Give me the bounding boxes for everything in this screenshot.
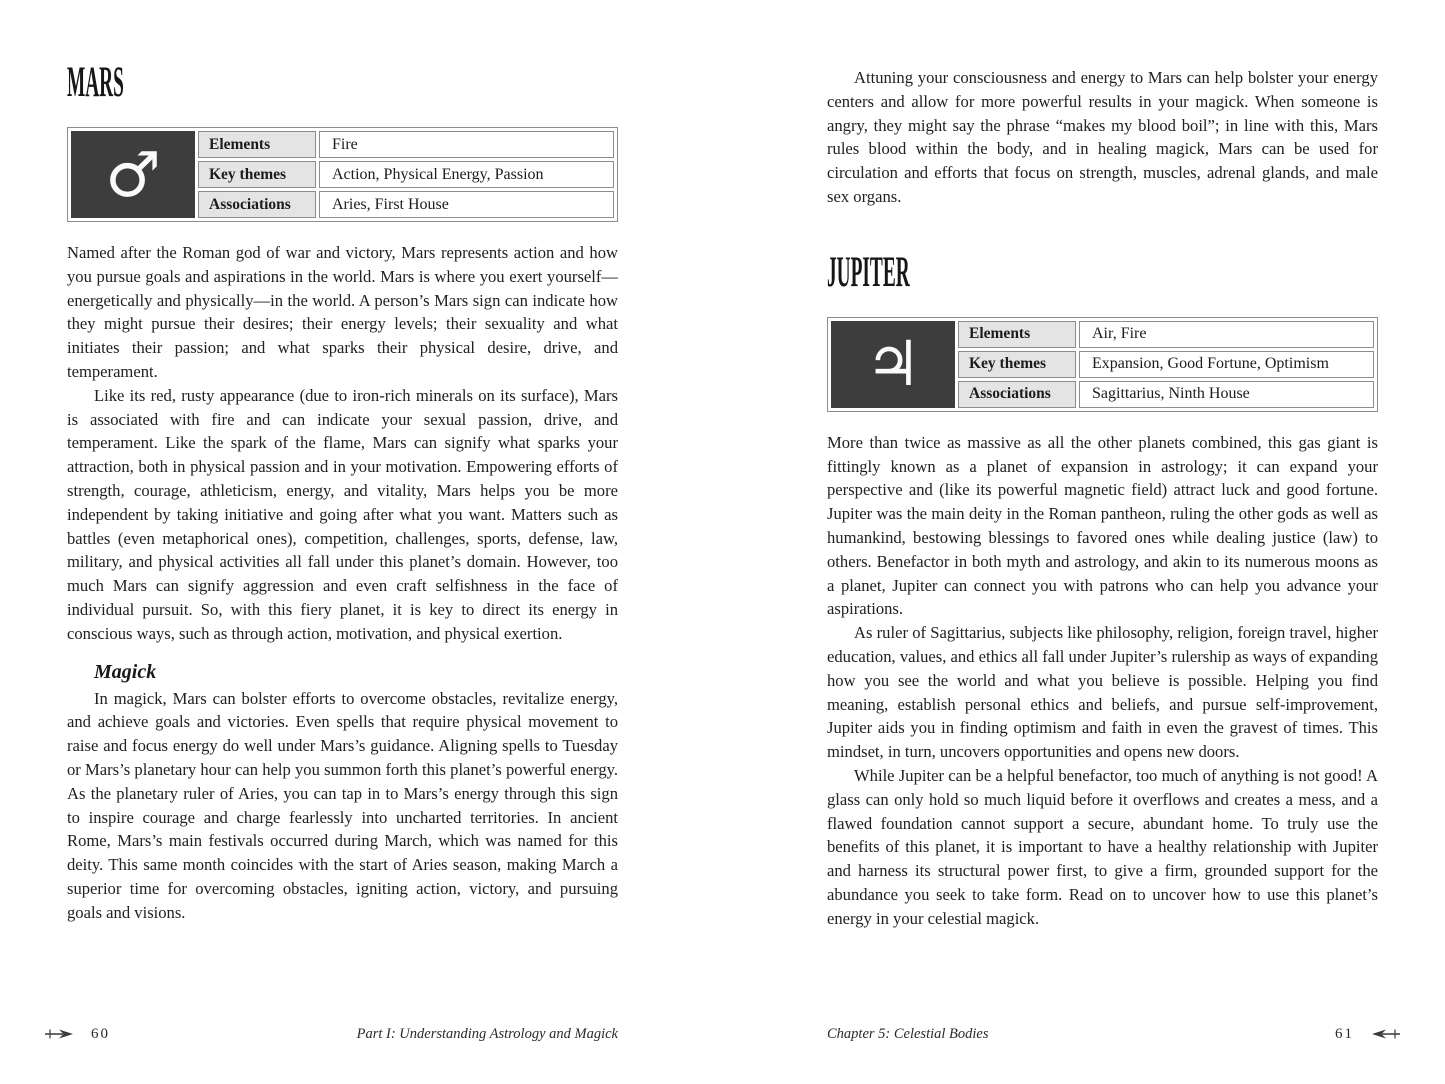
mars-title-text: MARS [67, 59, 124, 107]
jupiter-paragraph-2: As ruler of Sagittarius, subjects like philosophy, religion, foreign travel, higher education, values, and ethics all fall under Jupiter’s rulership as ways of expanding how you see the world and what you believe is possible. Helping you find meaning, establish personal ethics and beliefs, and pursue self-improvement, Jupiter aids you in finding optimism and faith in even the gravest of times. This mindset, in turn, uncovers opportunities and opens new doors. [827, 623, 1378, 762]
jupiter-table-label-elements: Elements [958, 321, 1076, 348]
mars-glyph: ♂ [105, 137, 161, 211]
left-page-footer [45, 1024, 618, 1044]
mars-table-label-key-themes: Key themes [198, 161, 316, 188]
mars-info-table [67, 127, 618, 222]
jupiter-table-value-key-themes: Expansion, Good Fortune, Optimism [1079, 351, 1374, 378]
right-page [827, 66, 1378, 931]
page-title-jupiter [827, 248, 1378, 296]
mars-paragraph-2: Like its red, rusty appearance (due to iron-rich minerals on its surface), Mars is associated with fire and can indicate your sexual passion, drive, and temperament. Like the spark of the flame, Mars can signify what sparks your attraction, both in physical passion and in your motivation. Empowering efforts of strength, courage, athleticism, energy, and vitality, Mars helps you be more independent by taking initiative and going after what you want. Matters such as battles (even metaphorical ones), competition, challenges, sports, defense, law, military, and physical activities all fall under this planet’s domain. However, too much Mars can signify aggression and even craft selfishness in the face of individual pursuit. So, with this fiery planet, it is key to direct its energy in conscious ways, such as through action, motivation, and physical exertion. [67, 385, 618, 643]
part-title-running-footer: Part I: Understanding Astrology and Magick [356, 1025, 618, 1042]
right-page-number: 61 [1335, 1025, 1354, 1042]
jupiter-table-label-associations: Associations [958, 381, 1076, 408]
jupiter-table-label-key-themes: Key themes [958, 351, 1076, 378]
jupiter-table-value-associations: Sagittarius, Ninth House [1079, 381, 1374, 408]
jupiter-glyph: ♃ [865, 327, 921, 401]
mars-table-label-associations: Associations [198, 191, 316, 218]
chapter-title-running-footer: Chapter 5: Celestial Bodies [827, 1025, 989, 1042]
mars-table-label-elements: Elements [198, 131, 316, 158]
jupiter-info-table [827, 317, 1378, 412]
magick-section-heading: Magick [94, 660, 157, 683]
mars-continuation-paragraph: Attuning your consciousness and energy to Mars can help bolster your energy centers and allow for more powerful results in your magick. When someone is angry, they might say the phrase “makes my blood boil”; in line with this, Mars rules blood within the body, and in healing magick, Mars can be used for circulation and efforts that focus on strength, muscles, adrenal glands, and male sex organs. [827, 68, 1378, 206]
mars-table-value-elements: Fire [319, 131, 614, 158]
jupiter-symbol-icon [831, 321, 955, 408]
jupiter-paragraph-1: More than twice as massive as all the other planets combined, this gas giant is fittingly known as a planet of expansion in astrology; it can expand your perspective and (like its powerful magnetic field) attract luck and good fortune. Jupiter was the main deity in the Roman pantheon, ruling the other gods as well as humankind, bestowing blessings to favored ones while dealing justice (law) to others. Benefactor in both myth and astrology, and akin to its numerous moons as a planet, Jupiter can connect you with patrons who can help you advance your aspirations. [827, 432, 1378, 619]
mars-table-value-associations: Aries, First House [319, 191, 614, 218]
left-page-number: 60 [91, 1025, 110, 1042]
jupiter-title-text: JUPITER [827, 248, 910, 296]
mars-table-value-key-themes: Action, Physical Energy, Passion [319, 161, 614, 188]
left-page [67, 59, 618, 925]
mars-paragraph-1: Named after the Roman god of war and victory, Mars represents action and how you pursue goals and aspirations in the world. Mars is where you exert yourself—energetically and physically—in the world. A person’s Mars sign can indicate how they might pursue their desires; their energy levels; their sexuality and what initiates their passion; and what sparks their physical desire, drive, and temperament. [67, 243, 618, 381]
jupiter-paragraph-3: While Jupiter can be a helpful benefactor, too much of anything is not good! A glass can only hold so much liquid before it overflows and creates a mess, and a flawed foundation cannot support a secure, abundant home. To truly use the benefits of this planet, it is important to have a healthy relationship with Jupiter and harness its structural power first, to give a firm, grounded support for the abundance you seek to take form. Read on to uncover how to use this planet’s energy in your celestial magick. [827, 765, 1378, 928]
page-title-mars [67, 59, 618, 107]
right-page-footer [827, 1024, 1400, 1044]
arrow-right-ornament-icon [45, 1028, 75, 1040]
jupiter-table-value-elements: Air, Fire [1079, 321, 1374, 348]
arrow-left-ornament-icon [1370, 1028, 1400, 1040]
mars-symbol-icon [71, 131, 195, 218]
magick-paragraph: In magick, Mars can bolster efforts to overcome obstacles, revitalize energy, and achieve goals and victories. Even spells that require physical movement to raise and focus energy do well under Mars’s guidance. Aligning spells to Tuesday or Mars’s planetary hour can help you summon forth this planet’s powerful energy. As the planetary ruler of Aries, you can tap in to Mars’s energy through this sign to inspire courage and charge fearlessly into uncharted territories. In ancient Rome, Mars’s main festivals occurred during March, which was named for this deity. This same month coincides with the start of Aries season, making March a superior time for overcoming obstacles, igniting action, victory, and pursuing goals and visions. [67, 688, 618, 922]
